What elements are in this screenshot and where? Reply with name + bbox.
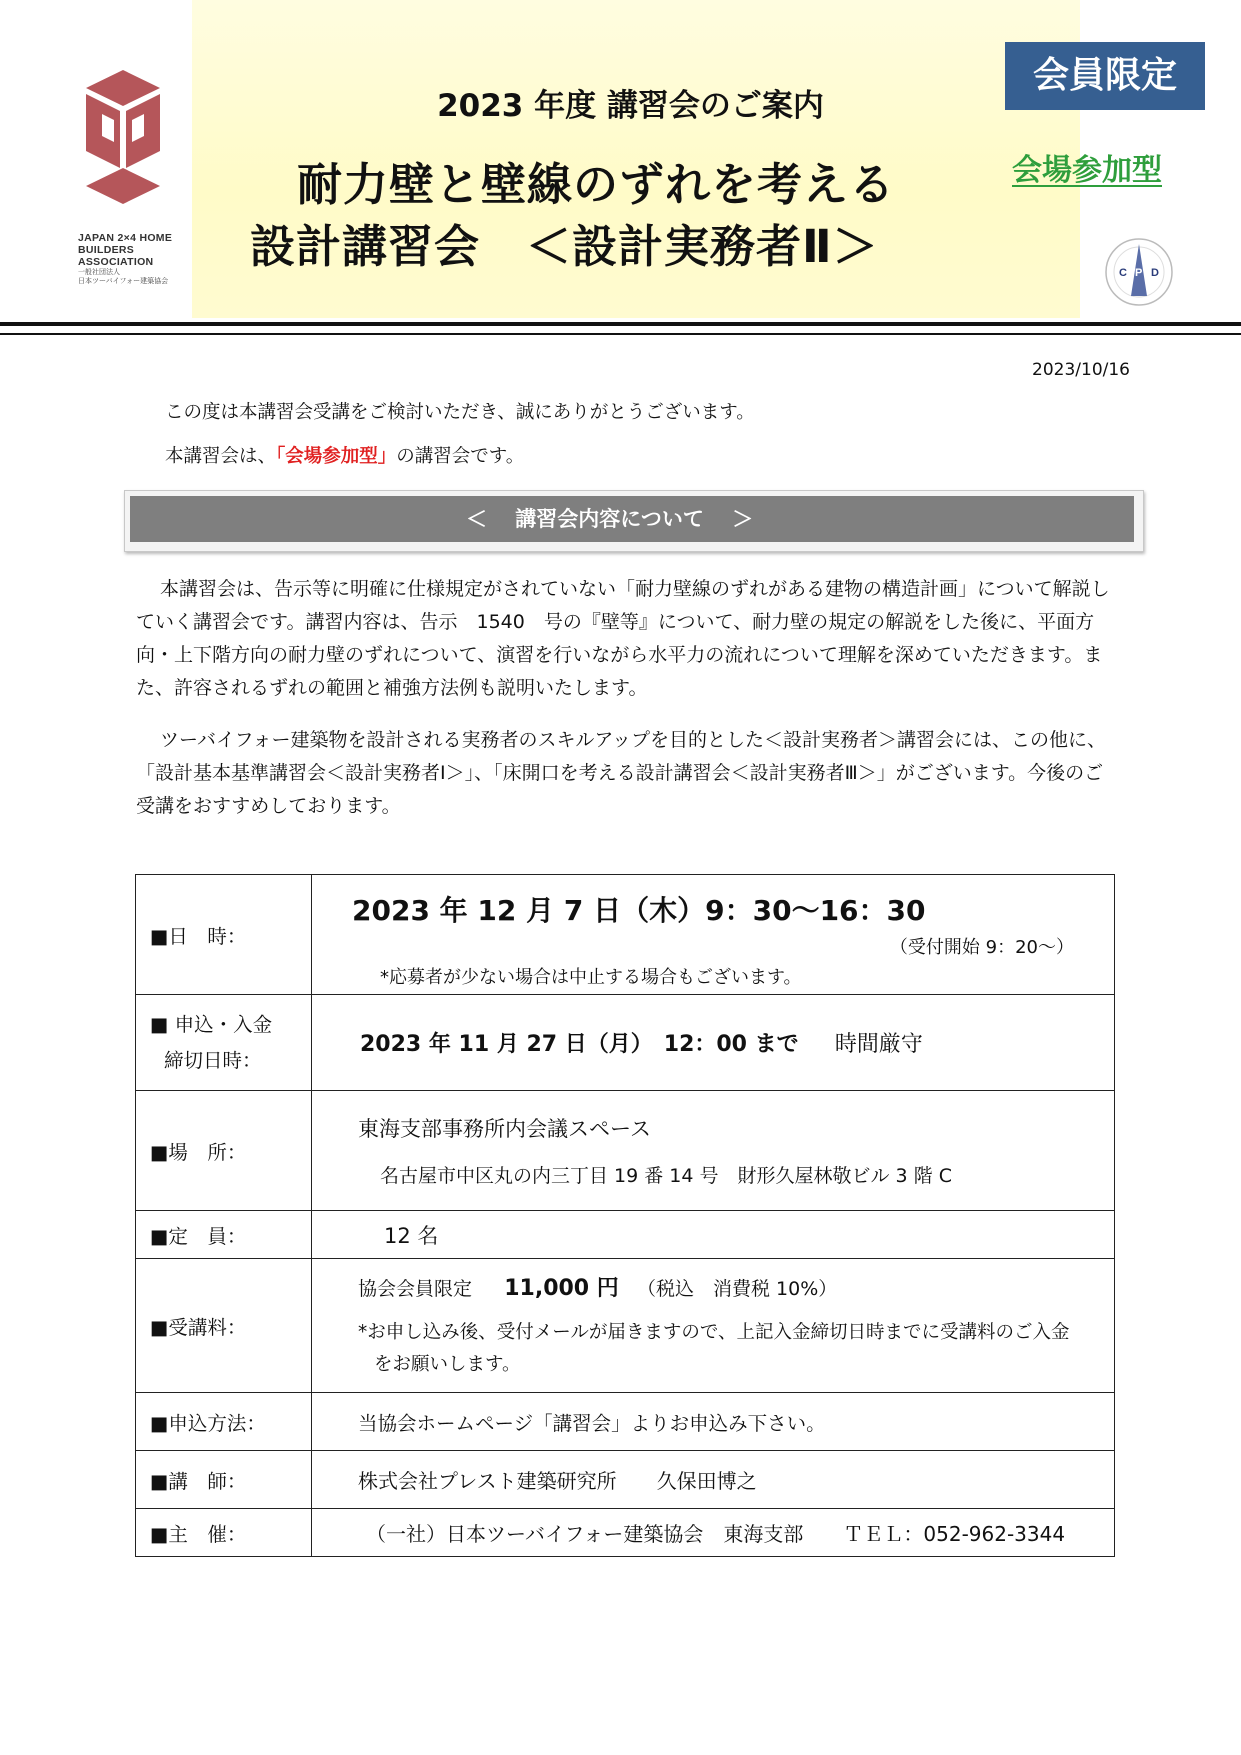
label-organizer: ■主 催： xyxy=(136,1509,312,1557)
fee-tax: （税込 消費税 10%） xyxy=(636,1278,838,1300)
deadline-main: 2023 年 11 月 27 日（月） 12：00 まで xyxy=(360,1032,799,1057)
row-datetime xyxy=(136,875,1115,995)
row-instructor xyxy=(136,1451,1115,1509)
datetime-note: *応募者が少ない場合は中止する場合もございます。 xyxy=(380,967,802,988)
description-paragraph-2: ツーバイフォー建築物を設計される実務者のスキルアップを目的とした＜設計実務者＞講習会には、この他に、「設計基本基準講習会＜設計実務者Ⅰ＞」、「床開口を考える設計講習会＜設計実務者Ⅲ＞」がございます。今後のご受講をおすすめしております。 xyxy=(136,729,1107,817)
row-fee xyxy=(136,1259,1115,1393)
value-fee xyxy=(312,1259,1115,1393)
datetime-reception: （受付開始 9：20～） xyxy=(889,937,1074,958)
row-place xyxy=(136,1091,1115,1211)
label-deadline-line1: ■ 申込・入金 xyxy=(150,1012,273,1036)
value-deadline xyxy=(312,995,1115,1091)
fee-note2: をお願いします。 xyxy=(374,1354,521,1375)
datetime-main: 2023 年 12 月 7 日（木）9：30～16：30 xyxy=(352,894,926,927)
venue-type-label: 会場参加型 xyxy=(1012,153,1162,188)
label-capacity: ■定 員： xyxy=(136,1211,312,1259)
intro-line2 xyxy=(165,442,524,468)
place-address: 名古屋市中区丸の内三丁目 19 番 14 号 財形久屋林敬ビル 3 階 C xyxy=(380,1165,952,1187)
cpd-icon xyxy=(1103,236,1175,308)
description-paragraph-1: 本講習会は、告示等に明確に仕様規定がされていない「耐力壁線のずれがある建物の構造計画」について解説していく講習会です。講習内容は、告示 1540 号の『壁等』について、耐力壁の規定の解説をした後に、平面方向・上下階方向の耐力壁のずれについて、演習を行いながら水平力の流れについて理解を深めていただきます。また、許容されるずれの範囲と補強方法例も説明いたします。 xyxy=(136,578,1110,699)
instructor-value: 株式会社プレスト建築研究所 久保田博之 xyxy=(358,1469,757,1493)
value-instructor xyxy=(312,1451,1115,1509)
cpd-logo xyxy=(1103,236,1175,308)
deadline-strict: 時間厳守 xyxy=(834,1032,923,1057)
intro-highlight: 「会場参加型」 xyxy=(276,446,397,467)
member-only-badge: 会員限定 xyxy=(1005,42,1205,110)
subtitle: 2023 年度 講習会のご案内 xyxy=(437,88,824,124)
label-deadline-line2: 締切日時： xyxy=(164,1048,262,1072)
intro-line1: この度は本講習会受講をご検討いただき、誠にありがとうございます。 xyxy=(165,402,755,423)
label-deadline xyxy=(136,995,312,1091)
logo-small1: 一般社団法人 xyxy=(78,268,120,276)
svg-text:P: P xyxy=(1135,267,1143,279)
section-heading xyxy=(130,496,1134,542)
label-place: ■場 所： xyxy=(136,1091,312,1211)
intro-line2-pre: 本講習会は、 xyxy=(165,446,277,467)
fee-amount: 11,000 円 xyxy=(504,1276,619,1301)
details-table xyxy=(135,874,1115,1557)
title-line1: 耐力壁と壁線のずれを考える xyxy=(297,158,896,211)
intro-line2-post: の講習会です。 xyxy=(396,446,525,467)
logo-small2: 日本ツーバイフォー建築協会 xyxy=(78,277,169,285)
row-method xyxy=(136,1393,1115,1451)
value-capacity xyxy=(312,1211,1115,1259)
svg-text:C: C xyxy=(1119,267,1127,279)
header-rule-thick xyxy=(0,322,1241,326)
fee-note1: *お申し込み後、受付メールが届きますので、上記入金締切日時までに受講料のご入金 xyxy=(358,1322,1070,1343)
document-date: 2023/10/16 xyxy=(1032,360,1130,380)
fee-prefix: 協会会員限定 xyxy=(358,1278,473,1300)
label-datetime: ■日 時： xyxy=(136,875,312,995)
logo-line3: ASSOCIATION xyxy=(78,256,154,268)
section-heading-text: ＜ 講習会内容について ＞ xyxy=(466,507,754,531)
capacity-value: 12 名 xyxy=(384,1223,439,1248)
logo-line2: BUILDERS xyxy=(78,244,135,256)
label-method: ■申込方法： xyxy=(136,1393,312,1451)
method-value: 当協会ホームページ「講習会」よりお申込み下さい。 xyxy=(358,1411,826,1435)
label-fee: ■受講料： xyxy=(136,1259,312,1393)
value-method xyxy=(312,1393,1115,1451)
row-deadline xyxy=(136,995,1115,1091)
row-capacity xyxy=(136,1211,1115,1259)
value-organizer xyxy=(312,1509,1115,1557)
title-line2: 設計講習会 ＜設計実務者Ⅱ＞ xyxy=(250,220,879,273)
organizer-value: （一社）日本ツーバイフォー建築協会 東海支部 ＴＥＬ：052-962-3344 xyxy=(366,1522,1066,1546)
header-rule-thin xyxy=(0,333,1241,335)
place-name: 東海支部事務所内会議スペース xyxy=(358,1117,651,1141)
svg-text:D: D xyxy=(1151,267,1159,279)
logo-line1: JAPAN 2×4 HOME xyxy=(78,232,173,244)
label-instructor: ■講 師： xyxy=(136,1451,312,1509)
value-place xyxy=(312,1091,1115,1211)
value-datetime xyxy=(312,875,1115,995)
row-organizer xyxy=(136,1509,1115,1557)
